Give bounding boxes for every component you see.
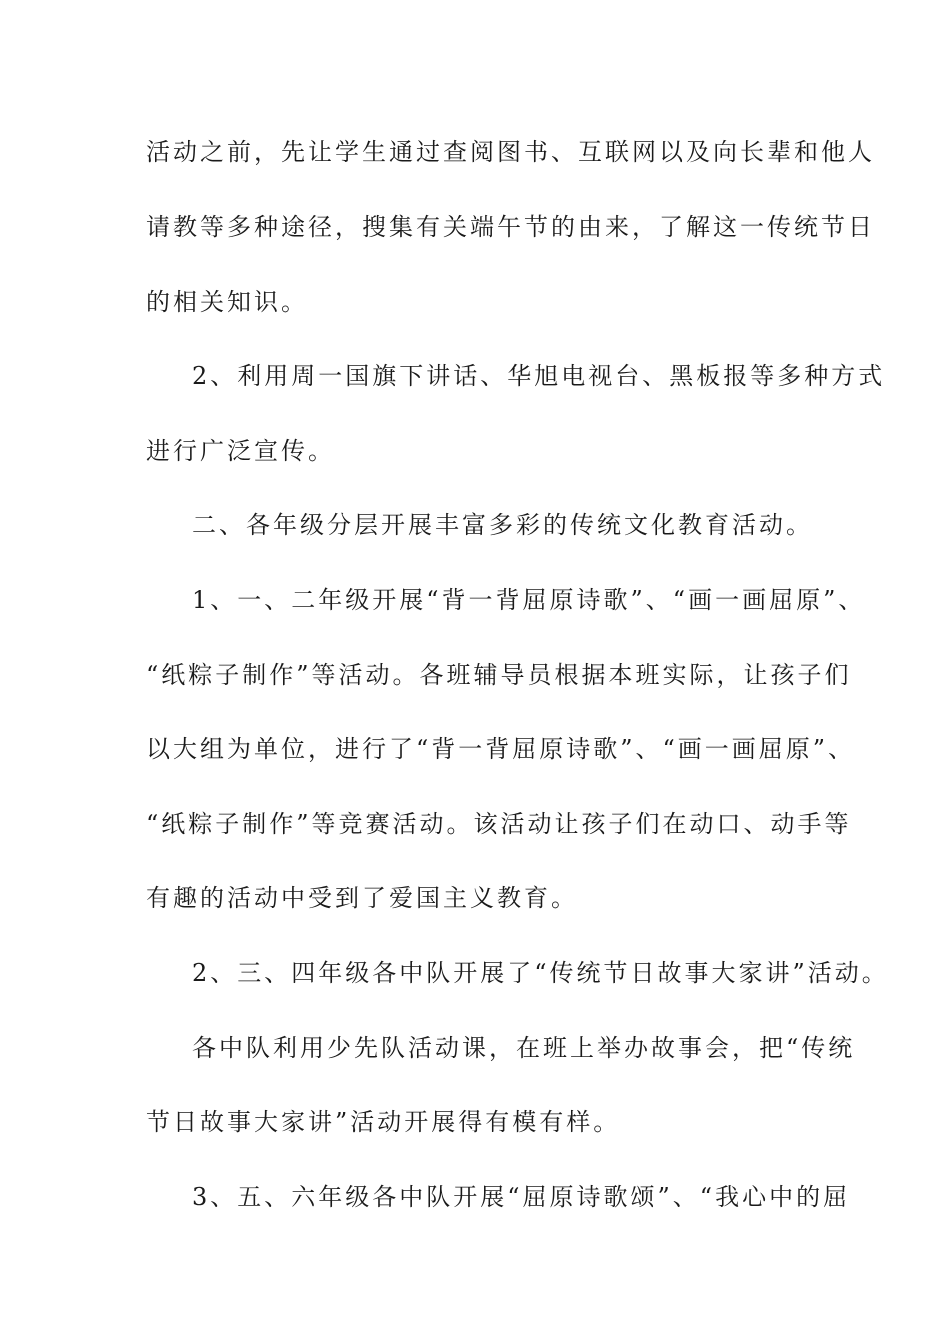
text-line-12: 2、三、四年级各中队开展了“传统节日故事大家讲”活动。 [192, 959, 889, 987]
text-line-13: 各中队利用少先队活动课，在班上举办故事会，把“传统 [192, 1034, 856, 1062]
text-line-9: 以大组为单位，进行了“背一背屈原诗歌”、“画一画屈原”、 [146, 735, 856, 763]
text-line-2: 请教等多种途径，搜集有关端午节的由来，了解这一传统节日 [146, 213, 875, 241]
text-line-3: 的相关知识。 [146, 288, 308, 316]
text-line-15: 3、五、六年级各中队开展“屈原诗歌颂”、“我心中的屈 [192, 1183, 851, 1211]
text-line-7: 1、一、二年级开展“背一背屈原诗歌”、“画一画屈原”、 [192, 586, 866, 614]
section-heading: 二、各年级分层开展丰富多彩的传统文化教育活动。 [192, 511, 813, 539]
text-line-5: 进行广泛宣传。 [146, 437, 335, 465]
text-line-8: “纸粽子制作”等活动。各班辅导员根据本班实际，让孩子们 [146, 661, 852, 689]
text-line-4: 2、利用周一国旗下讲话、华旭电视台、黑板报等多种方式 [192, 362, 886, 390]
text-line-11: 有趣的活动中受到了爱国主义教育。 [146, 884, 578, 912]
text-line-1: 活动之前，先让学生通过查阅图书、互联网以及向长辈和他人 [146, 138, 875, 166]
text-line-10: “纸粽子制作”等竞赛活动。该活动让孩子们在动口、动手等 [146, 810, 852, 838]
text-line-14: 节日故事大家讲”活动开展得有模有样。 [146, 1108, 621, 1136]
